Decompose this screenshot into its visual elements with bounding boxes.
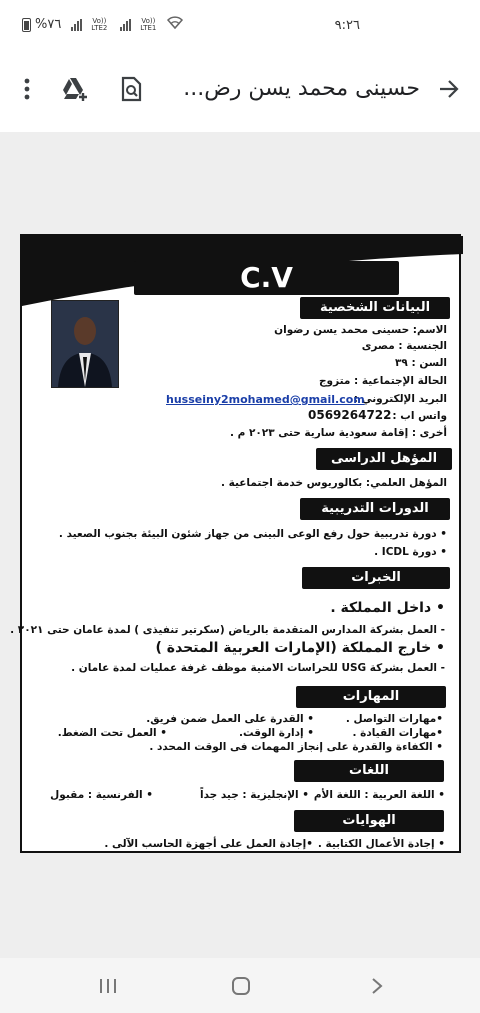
skill-time-management: • إدارة الوقت. (239, 727, 314, 739)
search-doc-icon[interactable] (114, 72, 148, 106)
language-french: • الفرنسية : مقبول (50, 789, 153, 801)
network-label-1: Vo)) LTE2 (91, 16, 108, 32)
courses-heading: الدورات التدريبية (300, 498, 450, 520)
other-info-line: أخرى : إقامة سعودية سارية حتى ٢٠٢٣ م . (229, 427, 447, 439)
skill-pressure: • العمل تحت الضغط. (57, 727, 167, 739)
skill-deadlines: • الكفاءة والقدرة على إنجاز المهمات فى الوقت المحدد . (149, 741, 443, 753)
wifi-icon (167, 16, 183, 33)
cv-document[interactable] (10, 234, 461, 853)
hobbies-heading: الهوايات (294, 810, 444, 832)
whatsapp-label: واتس اب : (392, 410, 447, 422)
status-bar (0, 0, 480, 46)
network-label-2: Vo)) LTE1 (140, 16, 157, 32)
system-navigation-bar (0, 958, 480, 1013)
recents-icon[interactable] (93, 972, 123, 1000)
language-english: • الإنجليزية : جيد جداً (199, 789, 309, 801)
home-icon[interactable] (226, 972, 256, 1000)
experience-inside-title: • داخل المملكة . (330, 600, 445, 616)
drive-add-icon[interactable] (58, 72, 92, 106)
email-link[interactable]: husseiny2mohamed@gmail.com (166, 393, 365, 406)
signal-icon-2 (120, 19, 131, 31)
skill-teamwork: • القدرة على العمل ضمن فريق. (146, 713, 314, 725)
languages-heading: اللغات (294, 760, 444, 782)
hobby-computer: •إجادة العمل على أجهزة الحاسب الآلى . (104, 838, 313, 850)
experience-outside-line: - العمل بشركة USG للحراسات الامنية موظف غرفة عمليات لمدة عامان . (71, 662, 445, 674)
cv-title-banner: C.V (134, 261, 399, 295)
education-heading: المؤهل الدراسى (316, 448, 452, 470)
course-item: • دورة تدريبية حول رفع الوعى البينى من جهاز شئون البيئة بجنوب الصعيد . (58, 528, 447, 540)
experience-inside-line: - العمل بشركة المدارس المتقدمة بالرياض (سكرتير تنفيذى ) لمدة عامان حتى ٢٠٢١ . (10, 624, 445, 636)
skill-communication: •مهارات التواصل . (345, 713, 443, 725)
profile-photo (51, 300, 119, 388)
document-title: حسينى محمد يسن رض... (183, 76, 420, 101)
education-line: المؤهل العلمي: بكالوريوس خدمة اجتماعية . (220, 477, 447, 489)
battery-icon (22, 18, 31, 32)
nationality-line: الجنسية : مصرى (361, 340, 447, 352)
hobby-writing: • إجادة الأعمال الكتابية . (317, 838, 445, 850)
personal-info-heading: البيانات الشخصية (300, 297, 450, 319)
more-vert-icon[interactable] (10, 72, 44, 106)
experience-heading: الخبرات (302, 567, 450, 589)
language-arabic: • اللغة العربية : اللغة الأم (313, 789, 445, 801)
name-line: الاسم: حسينى محمد يسن رضوان (274, 324, 447, 336)
age-line: السن : ٣٩ (394, 357, 447, 369)
skill-leadership: •مهارات القيادة . (352, 727, 443, 739)
marital-status-line: الحالة الإجتماعية : متزوج (318, 375, 447, 387)
signal-icon (71, 19, 82, 31)
email-label: البريد الإلكتروني : (353, 393, 447, 405)
whatsapp-number: 0569264722 (308, 408, 392, 422)
status-indicators (22, 16, 183, 33)
course-item: • دورة ICDL . (374, 546, 447, 558)
clock: ٩:٢٦ (334, 18, 360, 33)
experience-outside-title: • خارج المملكة (الإمارات العربية المتحدة ) (155, 640, 445, 656)
skills-heading: المهارات (296, 686, 446, 708)
arrow-forward-icon[interactable] (432, 72, 466, 106)
battery-level: %٧٦ (35, 17, 62, 32)
back-icon[interactable] (362, 972, 392, 1000)
app-toolbar (0, 46, 480, 132)
